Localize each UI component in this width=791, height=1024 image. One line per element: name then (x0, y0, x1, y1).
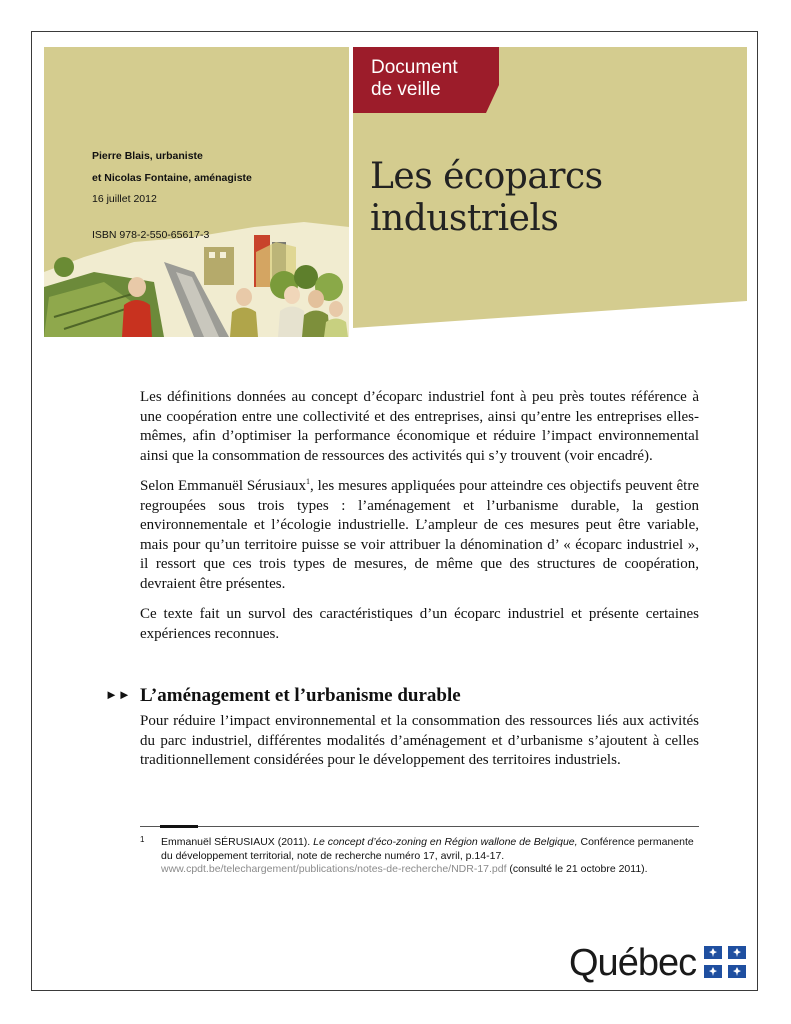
footnote-number: 1 (140, 835, 145, 844)
footnote-details: Conférence permanente du développement territorial, note de recherche numéro 17, avril, p.14-17. (161, 836, 694, 862)
publication-date: 16 juillet 2012 (92, 193, 157, 205)
section-title: L’aménagement et l’urbanisme durable (140, 685, 461, 706)
isbn: ISBN 978-2-550-65617-3 (92, 229, 210, 241)
quebec-flag-icon (704, 946, 746, 978)
paragraph: Les définitions données au concept d’écoparc industriel font à peu près toutes référence à une coopération entre une collectivité et des entreprises, ainsi qu’entre les entreprises elles-mêmes, afin d’optimiser la performance économique et réduire l’impact environnemental ainsi que la consommation de ressources des activités qui s’y trouvent (voir encadré). (140, 389, 699, 464)
footnote-text (161, 836, 699, 877)
section-body (140, 712, 699, 771)
paragraph-text: , les mesures appliquées pour atteindre ces objectifs peuvent être regroupées sous trois types : l’aménagement et l’urbanisme durable, la gestion environnementale et l’écologie industrielle. L’ampleur de ces mesures peut être variable, mais pour qu’un territoire puisse se voir attribuer la dénomination d’ « écoparc industriel », il ressort que ces trois types de mesures, de même que des structures de coopération, devraient être présentes. (140, 478, 699, 592)
footnote (140, 836, 699, 877)
footnote-link[interactable]: www.cpdt.be/telechargement/publications/notes-de-recherche/NDR-17.pdf (161, 863, 507, 875)
footnote-work-title: Le concept d’éco-zoning en Région wallone de Belgique, (313, 836, 578, 848)
footnote-author: Emmanuël SÉRUSIAUX (2011). (161, 836, 314, 848)
intro-section (140, 388, 699, 655)
paragraph (140, 477, 699, 594)
paragraph: Pour réduire l’impact environnemental et la consommation des ressources liés aux activités du parc industriel, différentes modalités d’aménagement et d’urbanisme s’ajoutent à celles traditionnellement considérées pour le développement des territoires industriels. (140, 713, 699, 768)
footnote-divider (140, 826, 699, 827)
paragraph: Ce texte fait un survol des caractéristiques d’un écoparc industriel et présente certaines expériences reconnues. (140, 606, 699, 642)
quebec-wordmark: Québec (569, 942, 697, 984)
title-line-1: Les écoparcs (370, 156, 603, 197)
author-2: et Nicolas Fontaine, aménagiste (92, 172, 252, 184)
document-type-badge (353, 47, 499, 113)
title-line-2: industriels (370, 198, 559, 239)
footnote-consulted: (consulté le 21 octobre 2011). (506, 863, 648, 875)
author-1: Pierre Blais, urbaniste (92, 150, 203, 162)
page-title (370, 156, 603, 240)
badge-line-1: Document (371, 57, 458, 78)
badge-line-2: de veille (371, 79, 441, 100)
paragraph-text: Selon Emmanuël Sérusiaux (140, 478, 306, 494)
footnote-ref[interactable]: 1 (306, 477, 310, 486)
footnote-divider-accent (160, 825, 198, 828)
double-arrow-icon: ►► (105, 687, 131, 702)
